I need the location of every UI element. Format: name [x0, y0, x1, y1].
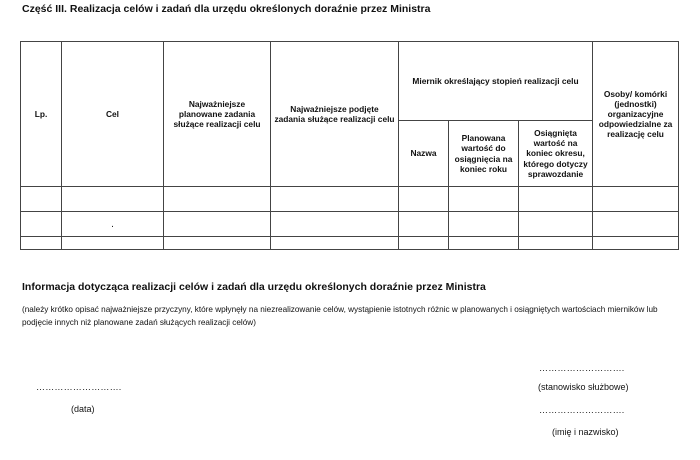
header-measure-name: Nazwa — [399, 121, 449, 187]
info-title: Informacja dotycząca realizacji celów i zadań dla urzędu określonych doraźnie przez Ministra — [22, 281, 486, 293]
table-row — [21, 212, 679, 237]
position-label: (stanowisko służbowe) — [538, 382, 629, 392]
table-row — [21, 237, 679, 250]
header-measure-planned: Planowana wartość do osiągnięcia na koniec roku — [449, 121, 519, 187]
header-responsible: Osoby/ komórki (jednostki) organizacyjne odpowiedzialne za realizację celu — [593, 42, 679, 187]
date-label: (data) — [71, 404, 95, 414]
header-measure: Miernik określający stopień realizacji celu — [399, 42, 593, 121]
header-tasks-taken: Najważniejsze podjęte zadania służące realizacji celu — [271, 42, 399, 187]
date-line[interactable]: ………………………. — [36, 382, 122, 392]
table-row — [21, 187, 679, 212]
goals-table — [20, 41, 679, 250]
position-line[interactable]: ………………………. — [539, 363, 625, 373]
header-lp: Lp. — [21, 42, 62, 187]
info-note: (należy krótko opisać najważniejsze przyczyny, które wpłynęły na niezrealizowanie celów, wystąpienie istotnych różnic w planowanych i osiągniętych wartościach mierników lub podjęcie innych niż planowane zadań służących realizacji celów) — [22, 305, 658, 327]
header-planned-tasks: Najważniejsze planowane zadania służące realizacji celu — [164, 42, 271, 187]
header-cel: Cel — [62, 42, 164, 187]
section-title: Część III. Realizacja celów i zadań dla urzędu określonych doraźnie przez Ministra — [22, 3, 431, 15]
cell-mark: . — [111, 218, 114, 230]
name-line[interactable]: ………………………. — [539, 405, 625, 415]
name-label: (imię i nazwisko) — [552, 427, 619, 437]
header-measure-achieved: Osiągnięta wartość na koniec okresu, którego dotyczy sprawozdanie — [519, 121, 593, 187]
